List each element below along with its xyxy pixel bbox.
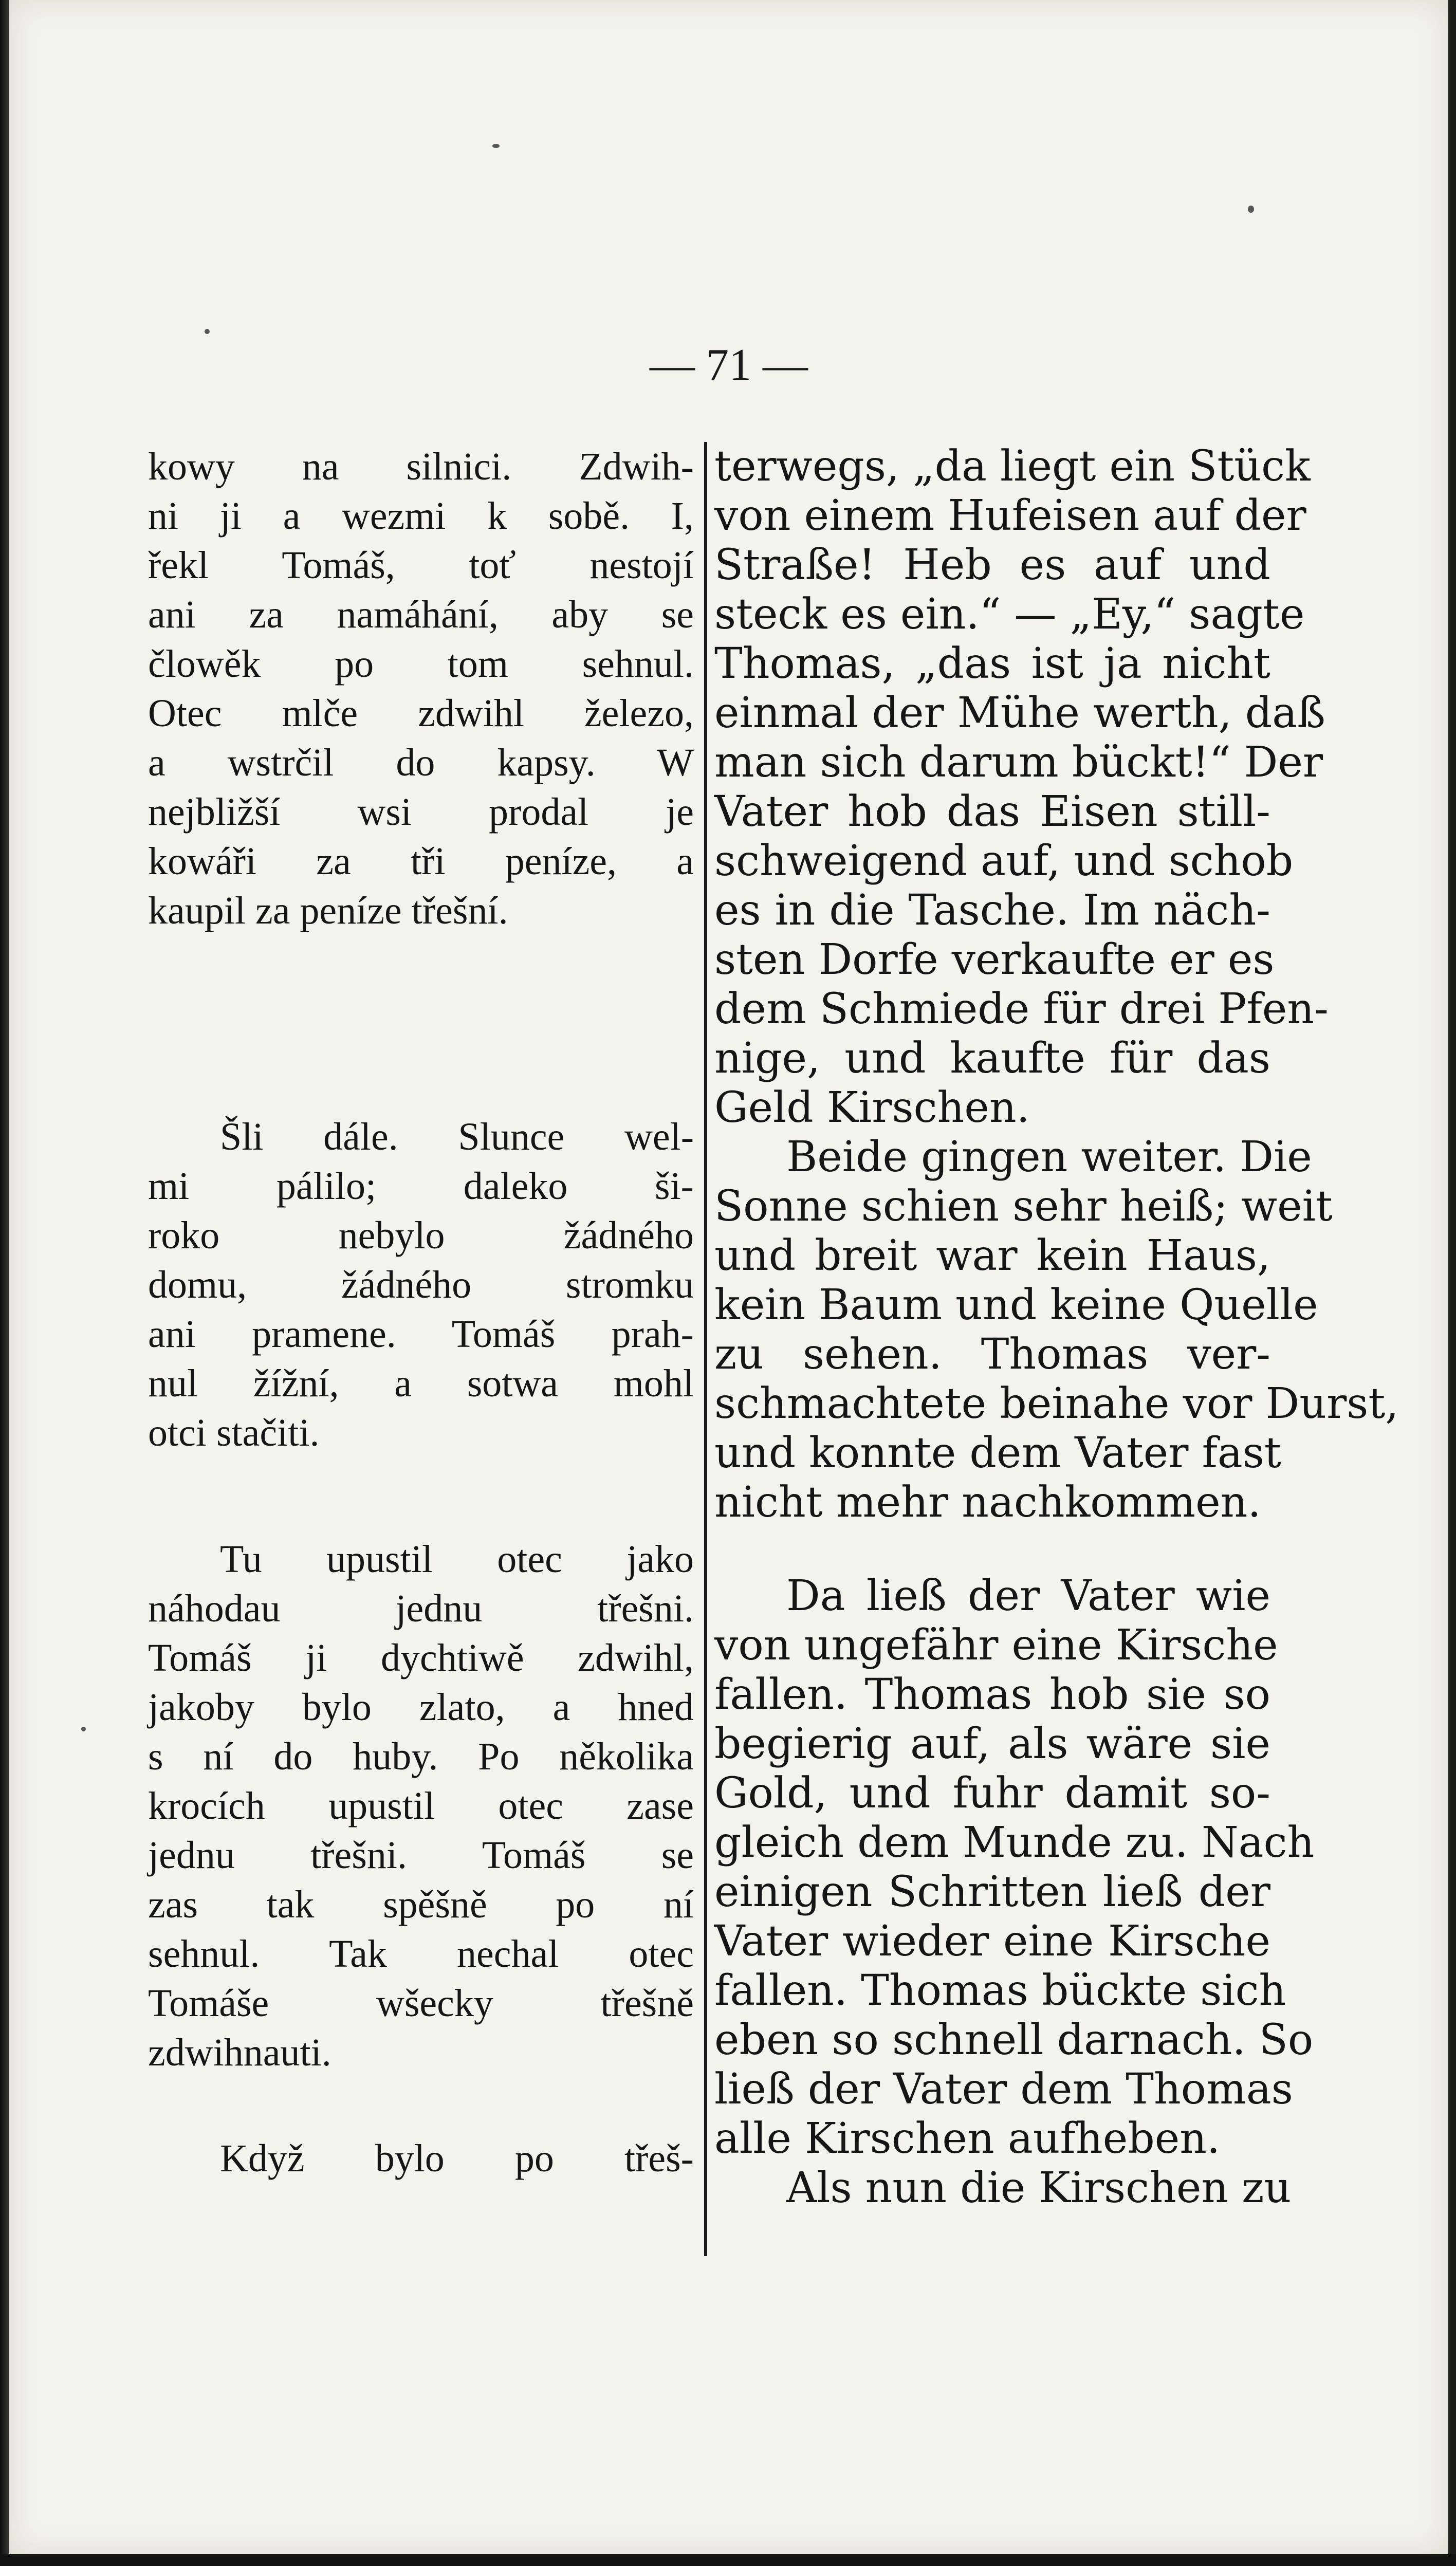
text-line: Šli dále. Slunce wel- xyxy=(220,1115,694,1158)
text-line: steck es ein.“ — „Ey,“ sagte xyxy=(714,590,1305,639)
text-line: Gold, und fuhr damit so- xyxy=(714,1769,1270,1818)
text-line: fallen. Thomas hob sie so xyxy=(714,1670,1270,1719)
text-line: náhodau jednu třešni. xyxy=(148,1587,694,1630)
text-line: sehnul. Tak nechal otec xyxy=(148,1932,694,1976)
text-line: nejbližší wsi prodal je xyxy=(148,790,694,834)
text-line: mi pálilo; daleko ši- xyxy=(148,1165,694,1208)
text-line: terwegs, „da liegt ein Stück xyxy=(714,442,1311,491)
paper-speck xyxy=(492,144,500,148)
paper-speck xyxy=(81,1727,86,1731)
text-line: zu sehen. Thomas ver- xyxy=(714,1330,1270,1379)
text-line: Straße! Heb es auf und xyxy=(714,541,1270,589)
text-line: eben so schnell darnach. So xyxy=(714,2016,1314,2064)
text-line: zas tak spěšně po ní xyxy=(148,1883,694,1926)
text-line: jednu třešni. Tomáš se xyxy=(148,1834,694,1877)
text-line: ani pramene. Tomáš prah- xyxy=(148,1313,694,1356)
text-line: sten Dorfe verkaufte er es xyxy=(714,935,1275,984)
text-line: alle Kirschen aufheben. xyxy=(714,2114,1221,2163)
text-line: nicht mehr nachkommen. xyxy=(714,1478,1261,1527)
text-line: kowáři za tři peníze, a xyxy=(148,840,694,883)
text-line: kaupil za peníze třešní. xyxy=(148,889,508,932)
text-line: Sonne schien sehr heiß; weit xyxy=(714,1182,1333,1231)
text-line: domu, žádného stromku xyxy=(148,1263,694,1306)
text-line: Geld Kirschen. xyxy=(714,1083,1030,1132)
text-line: a wstrčil do kapsy. W xyxy=(148,741,694,784)
text-line: gleich dem Munde zu. Nach xyxy=(714,1818,1315,1867)
text-line: begierig auf, als wäre sie xyxy=(714,1720,1270,1768)
german-column xyxy=(714,442,1399,2213)
text-line: ni ji a wezmi k sobě. I, xyxy=(148,494,694,538)
text-line: man sich darum bückt!“ Der xyxy=(714,738,1323,787)
text-line: člowěk po tom sehnul. xyxy=(148,642,694,686)
text-line: kowy na silnici. Zdwih- xyxy=(148,445,694,488)
text-line: otci stačiti. xyxy=(148,1411,320,1454)
czech-paragraph xyxy=(148,2134,694,2183)
text-line: fallen. Thomas bückte sich xyxy=(714,1966,1286,2015)
text-line: nul žížní, a sotwa mohl xyxy=(148,1362,694,1405)
czech-paragraph xyxy=(148,1112,694,1457)
text-line: und konnte dem Vater fast xyxy=(714,1429,1281,1478)
text-line: ließ der Vater dem Thomas xyxy=(714,2065,1293,2114)
german-paragraph xyxy=(714,1572,1315,2164)
text-line: Als nun die Kirschen zu xyxy=(786,2164,1292,2212)
text-line: řekl Tomáš, toť nestojí xyxy=(148,544,694,587)
text-line: nige, und kaufte für das xyxy=(714,1034,1270,1083)
text-line: von einem Hufeisen auf der xyxy=(714,491,1306,540)
text-line: ani za namáhání, aby se xyxy=(148,593,694,636)
text-line: jakoby bylo zlato, a hned xyxy=(148,1686,694,1729)
text-line: von ungefähr eine Kirsche xyxy=(714,1621,1278,1670)
text-line: Tu upustil otec jako xyxy=(220,1538,694,1581)
text-line: schmachtete beinahe vor Durst, xyxy=(714,1379,1399,1428)
text-line: Da ließ der Vater wie xyxy=(786,1572,1270,1620)
text-line: Vater hob das Eisen still- xyxy=(714,787,1270,836)
text-line: schweigend auf, und schob xyxy=(714,837,1294,885)
text-line: einmal der Mühe werth, daß xyxy=(714,689,1325,737)
text-line: es in die Tasche. Im näch- xyxy=(714,886,1270,935)
paper-speck xyxy=(1248,206,1254,213)
text-line: einigen Schritten ließ der xyxy=(714,1868,1270,1916)
text-line: krocích upustil otec zase xyxy=(148,1784,694,1827)
paper-speck xyxy=(205,329,210,334)
czech-paragraph xyxy=(148,1535,694,2077)
page-number: — 71 — xyxy=(650,340,808,390)
text-line: Otec mlče zdwihl železo, xyxy=(148,692,694,735)
column-divider xyxy=(704,442,707,2256)
text-line: Tomáš ji dychtiwě zdwihl, xyxy=(148,1636,694,1679)
text-line: s ní do huby. Po několika xyxy=(148,1735,694,1778)
text-line: zdwihnauti. xyxy=(148,2031,331,2074)
text-line: Tomáše wšecky třešně xyxy=(148,1982,694,2025)
book-spine-shadow xyxy=(0,0,9,2566)
text-line: kein Baum und keine Quelle xyxy=(714,1281,1318,1330)
text-line: und breit war kein Haus, xyxy=(714,1231,1270,1280)
czech-paragraph xyxy=(148,442,694,935)
text-line: Thomas, „das ist ja nicht xyxy=(714,639,1270,688)
text-line: dem Schmiede für drei Pfen- xyxy=(714,985,1329,1033)
text-line: Beide gingen weiter. Die xyxy=(786,1133,1312,1182)
german-paragraph xyxy=(714,442,1329,1133)
book-page xyxy=(9,0,1448,2554)
text-line: Když bylo po třeš- xyxy=(220,2137,694,2180)
german-paragraph xyxy=(714,1133,1399,1527)
german-paragraph xyxy=(714,2164,1292,2213)
text-line: roko nebylo žádného xyxy=(148,1214,694,1257)
czech-column xyxy=(148,442,694,2183)
text-line: Vater wieder eine Kirsche xyxy=(714,1917,1270,1966)
page-bottom-shadow xyxy=(0,2554,1456,2566)
